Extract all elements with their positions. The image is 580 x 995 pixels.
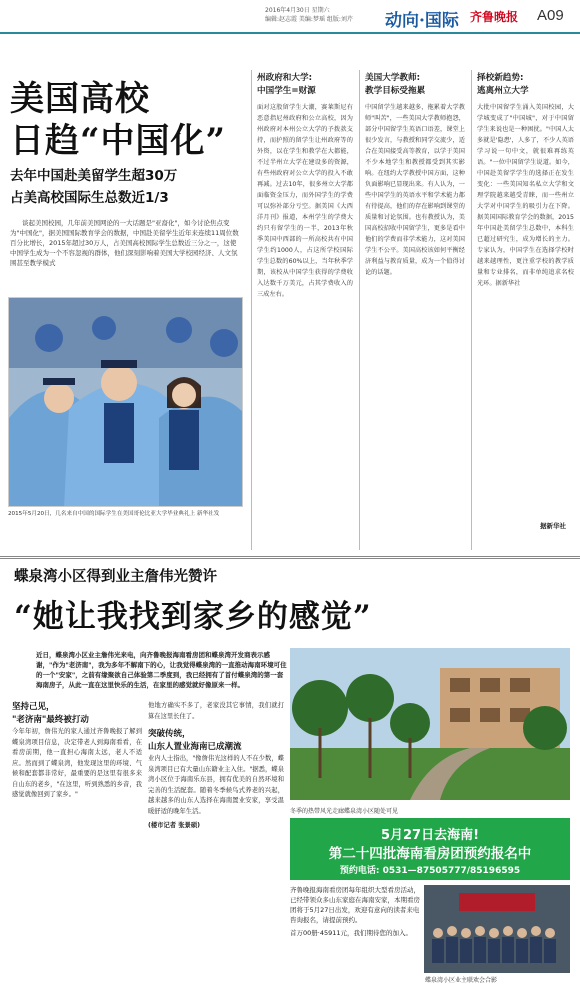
newspaper-logo: 齐鲁晚报 (470, 10, 519, 24)
tour-info-body: 齐鲁晚报海南看房团每年组织大型看房活动，已经带领众多山东家庭在海南安家，本期看房团将于5月27日出发，欢迎有意向的读者来电咨询报名，请提前预约。 (290, 886, 420, 924)
tour-info-text (290, 885, 420, 938)
banner-phone: 预约电话: 0531—87505777/85196595 (339, 866, 521, 876)
ad-col2 (148, 701, 284, 991)
issue-date: 2016年4月30日 星期六 (265, 7, 330, 14)
tour-signup-banner (290, 818, 570, 880)
ad-headline: “她让我找到家乡的感觉” (14, 599, 372, 635)
graduation-photo (8, 297, 243, 507)
headline-line1: 美国高校 (10, 79, 150, 119)
source-credit: 据新华社 (540, 522, 566, 530)
page-number: A09 (537, 7, 564, 24)
subheadline-line2: 占美高校国际生总数近1/3 (10, 190, 169, 206)
col3-body: 大批中国留学生涌入美国校园，大学城变成了"中国城"，对于中国留学生来说也是一种困扰。"中国人太多就是'隐患'，人多了，不少人英语学习说一句中文，就很难再练英语。"一位中国留学生说道。如今，中国赴美留学学生的选择正在发生变化：一些美国知名私立大学和文理学院越来越受青睐，而一些州立大学对中国学生的吸引力在下降。据美国国际教育学会的数据，2015年中国赴美留学生总数中，本科生已超过研究生，成为增长的主力。专家认为，中国学生在选择学校时越来越理性，更注重学校的教学质量和专业排名，而非单纯追求名校光环。据新华社 (477, 104, 574, 287)
ad-col1 (12, 701, 142, 991)
subheadline-line1: 去年中国赴美留学生超30万 (10, 168, 178, 184)
graduation-photo-illustration (9, 298, 243, 507)
ad-kicker: 蝶泉湾小区得到业主詹伟光赞许 (14, 569, 217, 585)
col2-heading (365, 72, 465, 98)
group-photo (424, 885, 570, 973)
headline (10, 78, 226, 162)
photo-caption: 2015年5月20日，几名来自中国的国际学生在美国哥伦比亚大学毕业典礼上 新华社发 (8, 511, 220, 517)
group-photo-illustration (424, 885, 570, 973)
ad-byline: (楼市记者 张景硕) (148, 822, 201, 829)
banner-title: 第二十四批海南看房团预约报名中 (328, 846, 532, 862)
editor-credits: 编辑:赵志霞 美编:梦瑶 组版:刘芹 (265, 16, 353, 23)
col3-heading-line1: 择校新趋势: (477, 73, 524, 83)
banner-date: 5月27日去海南! (380, 828, 480, 843)
lead-paragraph: 谈起美国校园，几年前美国网论的一大话题是"亚裔化"，如今讨论焦点变为"中国化"，据美国国际教育学会的数据，中国赴美留学生近年来连续11周位数百分比增长，2015年超过30万人，占美国高校国际学生总数近三分之一，这使中国学生成为一个不容忽视的群体，他们深刻影响着美国大学校园经济、人文氛围甚至教学模式 (10, 219, 239, 267)
ad-body2: 他地方确实不多了，老家没其它事情，我们就打算在这里长住了。 (148, 702, 284, 720)
col1-heading (257, 72, 357, 98)
group-photo-caption: 蝶泉湾小区业主联欢会合影 (425, 977, 498, 984)
resort-photo-caption: 冬季的热带风光走廊蝶泉湾小区随处可见 (290, 808, 399, 815)
page-header (0, 0, 580, 34)
headline-line2: 日趋“中国化” (10, 121, 227, 161)
resort-illustration (290, 648, 570, 800)
ad-subhead1b: "老济南"最终被打动 (12, 715, 89, 725)
ad-subhead2b: 山东人置业海南已成潮流 (148, 742, 242, 752)
col3-heading-line2: 逃离州立大学 (477, 86, 529, 96)
col1-heading-line2: 中国学生=财源 (257, 86, 316, 96)
ad-subhead2: 突破传统， (148, 729, 191, 739)
col2-heading-line2: 教学目标受拖累 (365, 86, 426, 96)
column-divider (359, 70, 360, 550)
ad-body3: 业内人士指出，"像詹伟光这样的人不在少数，蝶泉湾项目已有大量山东籍业主入住。"据悉，蝶泉湾小区位于海南乐东县，拥有优美的自然环境和完善的生活配套。随着冬季候鸟式养老的兴起，越来越多的山东人选择在海南置业安家，享受温暖舒适的晚年生活。 (148, 755, 284, 815)
column-divider (251, 70, 252, 550)
issue-meta (265, 6, 385, 24)
col3-heading (477, 72, 577, 98)
section-title: 动向·国际 (385, 11, 459, 31)
tour-info-closing: 首万00册·45911元，我们期待您的加入。 (290, 929, 413, 937)
column-divider (471, 70, 472, 550)
subheadline (10, 165, 177, 209)
col2-heading-line1: 美国大学教师: (365, 73, 420, 83)
ad-lead: 近日，蝶泉湾小区业主詹伟光来电，向齐鲁晚报海南看房团和蝶泉湾开发商表示感谢，"作为"老济南"，我为多年不解南下的心，让我觉得蝶泉湾的一直推动海南环境可住的一个"安家"，之前有缘聚欲自己体验第二季度到，我已经拥有了首付蝶泉湾的第一套海南房子，从此一直在这里快乐的生活，在家里的感觉就好像原来一样。 (36, 651, 287, 689)
col1-heading-line1: 州政府和大学: (257, 73, 312, 83)
col1-body: 面对这股留学生大潮，赛莱斯尼有恶意指尼州政府和公立高校，因为州政府对本州公立大学的予拨款支持，而护照的留学生让州政府等的外资，以在学生和教学在大都能，不过半州立大学在建设多的资源，有些州政府对公立大学的投入不敢再减。过去10年，很多州立大学都面临资金压力，而外国学生的学费可以弥补部分亏空。据美国《大西洋月刊》报道，本州学生的学费大约只有留学生的一半，2013年秋季美国中西部的一所高校共有中国学生约1000人，占这所学校国际学生总数的60%以上，当年秋季学期，该校从中国学生获得的学费收入达数千万美元，占其学费收入的三成左右。 (257, 104, 353, 298)
col2-body: 中国留学生越来越多，拖累着大学教师"叫苦"，一些美国大学教师抱怨，部分中国留学生英语口语差，课堂上很少发言，与教授和同学交流少，适合在美国接受高等教育，以学于美国不少本地学生和教授都受到其实影响。在纽约大学教授中国方面，这种负面影响已显现出来。有人认为，一些中国学生的英语水平和学术能力都有待提高，他们的存在影响到课堂的质量和讨论氛围。也有教授认为，美国高校招收中国留学生，更多是看中他们的学费而非学术能力，这对美国学生不公平。美国高校该如何平衡经济利益与教育质量，成为一个值得讨论的话题。 (365, 104, 465, 276)
ad-body1: 今年年初，詹伟光的家人通过齐鲁晚报了解到蝶泉湾项目信息，决定带老人到海南看看，在看房前期，他一直担心海南太远，老人不适应。然而到了蝶泉湾，他发现这里的环境、气候和配套都非常好，最重要的是这里有很多来自山东的老乡，"在这里，听到熟悉的乡音，我感觉就像回到了家乡。" (12, 728, 142, 798)
ad-subhead1: 坚持己见， (12, 702, 55, 712)
resort-photo (290, 648, 570, 800)
